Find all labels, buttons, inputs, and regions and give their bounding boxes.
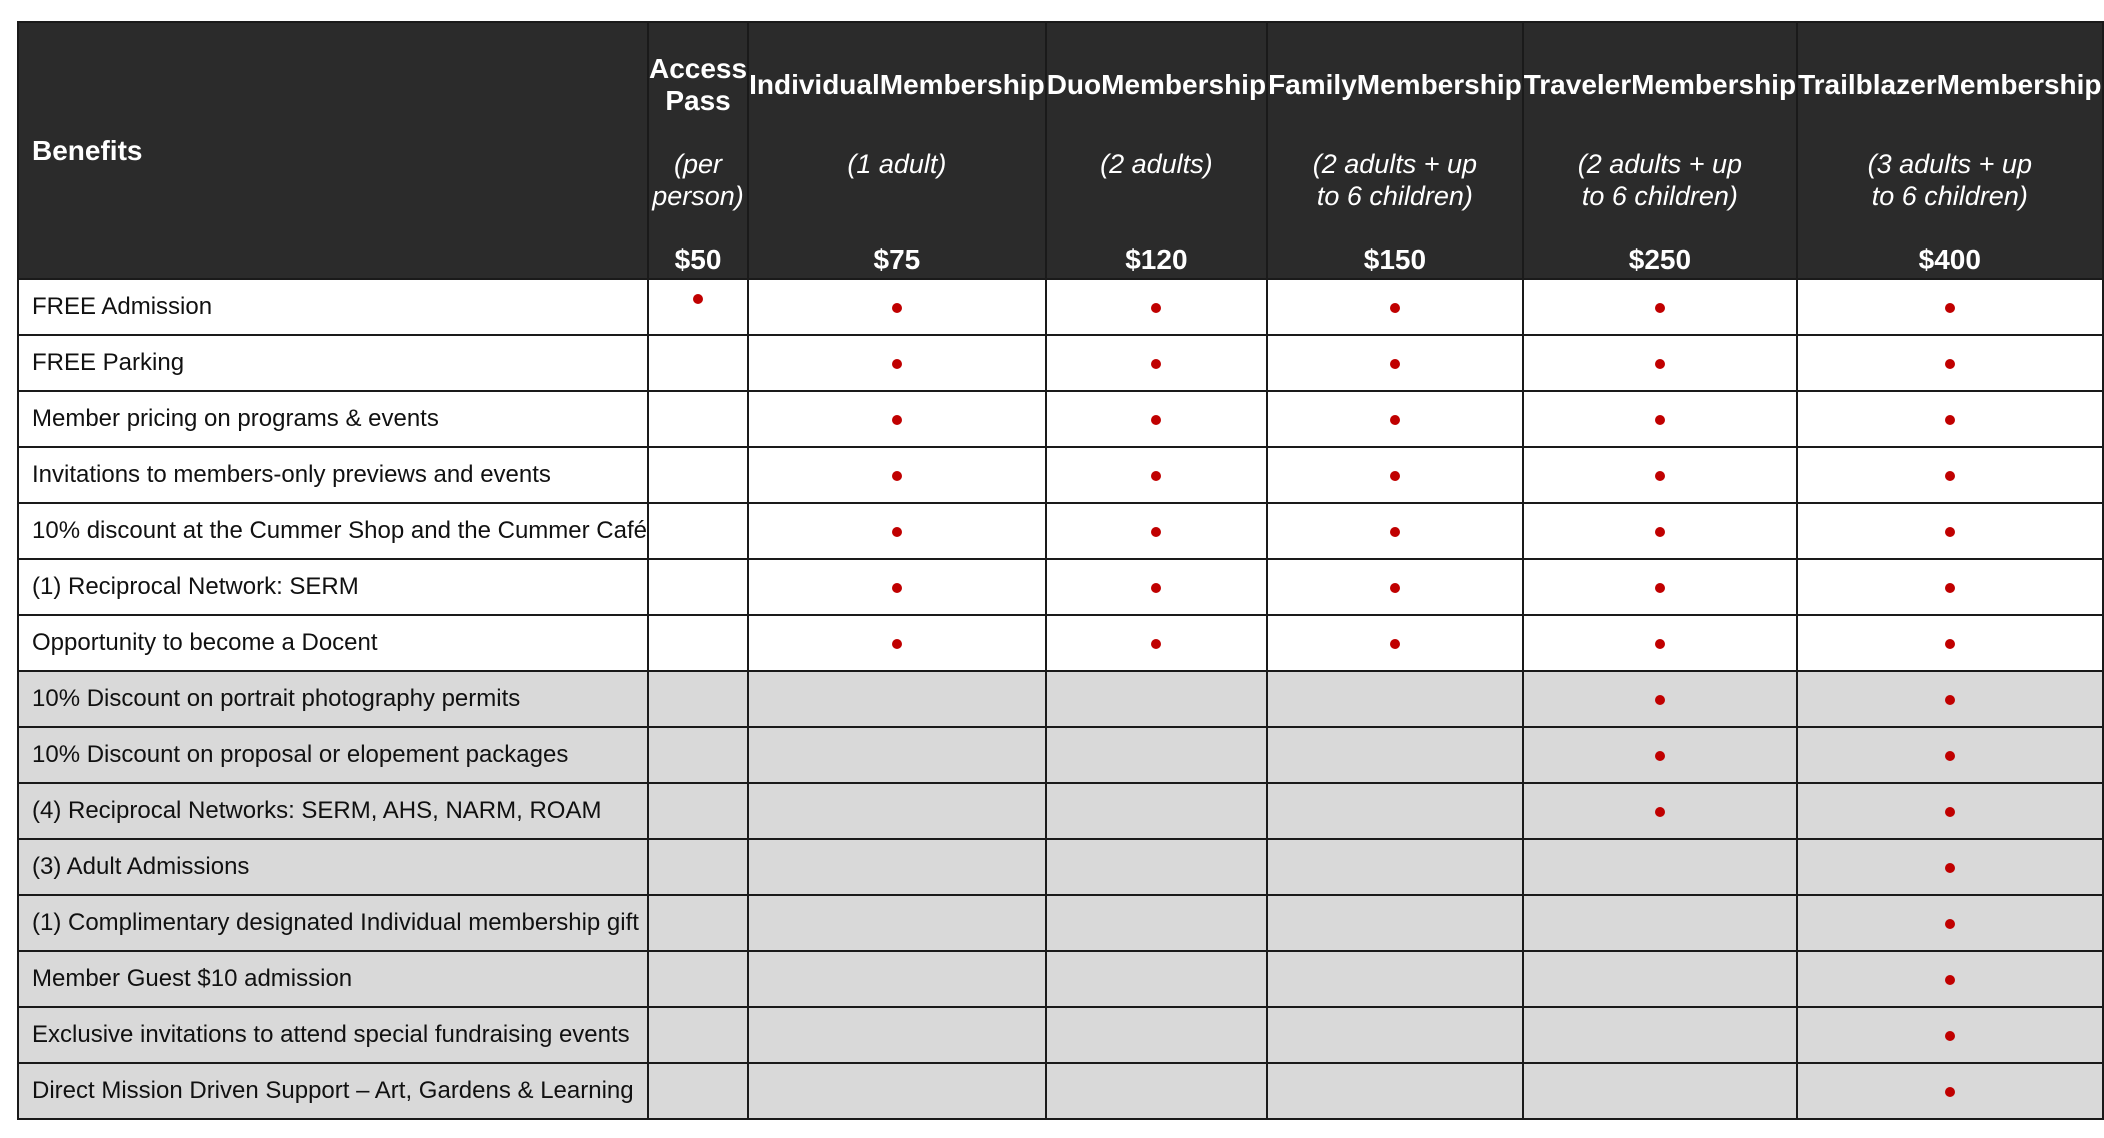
- plan-name-line: Membership: [879, 69, 1045, 100]
- table-row: [18, 503, 2103, 559]
- plan-desc-line: (1 adult): [847, 149, 947, 179]
- benefit-label: (3) Adult Admissions: [18, 839, 648, 895]
- plan-name: [1524, 53, 1796, 117]
- membership-benefits-table: [17, 21, 2104, 1120]
- included-dot-icon: [1945, 1087, 1955, 1097]
- benefit-cell: [1046, 447, 1267, 503]
- included-dot-icon: [892, 527, 902, 537]
- plan-desc-line: to 6 children): [1871, 181, 2028, 211]
- benefit-cell: [1267, 783, 1523, 839]
- plan-header-traveler: [1523, 22, 1797, 279]
- benefit-cell: [1797, 727, 2102, 783]
- benefit-cell: [1046, 951, 1267, 1007]
- plan-desc-line: to 6 children): [1316, 181, 1473, 211]
- included-dot-icon: [1390, 359, 1400, 369]
- benefit-cell: [1797, 1063, 2102, 1119]
- benefit-cell: [1267, 503, 1523, 559]
- plan-desc-line: (2 adults + up: [1312, 149, 1478, 179]
- plan-header-individual: [748, 22, 1046, 279]
- plan-name-line: Membership: [1631, 69, 1797, 100]
- included-dot-icon: [1655, 695, 1665, 705]
- benefit-cell: [1046, 335, 1267, 391]
- plan-header-family: [1267, 22, 1523, 279]
- table-row: [18, 839, 2103, 895]
- included-dot-icon: [892, 639, 902, 649]
- table-row: [18, 951, 2103, 1007]
- included-dot-icon: [1655, 359, 1665, 369]
- included-dot-icon: [1151, 415, 1161, 425]
- included-dot-icon: [1945, 695, 1955, 705]
- benefit-label: Member Guest $10 admission: [18, 951, 648, 1007]
- benefit-label: Direct Mission Driven Support – Art, Gardens & Learning: [18, 1063, 648, 1119]
- benefit-cell: [1046, 727, 1267, 783]
- included-dot-icon: [1390, 639, 1400, 649]
- benefit-cell: [1267, 951, 1523, 1007]
- plan-name-line: Duo: [1046, 69, 1102, 100]
- benefit-cell: [748, 671, 1046, 727]
- benefit-cell: [1267, 335, 1523, 391]
- plan-header-content: [1798, 23, 2101, 278]
- included-dot-icon: [1151, 639, 1161, 649]
- plan-description: [1868, 148, 2032, 212]
- benefit-cell: [648, 1007, 748, 1063]
- benefit-cell: [1523, 559, 1797, 615]
- plan-name-line: Family: [1268, 69, 1357, 100]
- plan-desc-line: (per person): [652, 149, 744, 211]
- benefit-cell: [1797, 447, 2102, 503]
- included-dot-icon: [1655, 639, 1665, 649]
- included-dot-icon: [892, 303, 902, 313]
- benefit-cell: [1523, 839, 1797, 895]
- plan-desc-line: (3 adults + up: [1867, 149, 2032, 179]
- benefit-cell: [1797, 895, 2102, 951]
- included-dot-icon: [1945, 919, 1955, 929]
- table-row: [18, 447, 2103, 503]
- plan-name-line: Membership: [1936, 69, 2102, 100]
- benefit-cell: [1267, 1007, 1523, 1063]
- table-row: [18, 335, 2103, 391]
- benefit-cell: [1267, 391, 1523, 447]
- plan-header-access-pass: [648, 22, 748, 279]
- plan-header-content: [749, 23, 1045, 278]
- plan-header-content: [1047, 23, 1266, 278]
- benefit-cell: [748, 895, 1046, 951]
- benefit-label: Invitations to members-only previews and events: [18, 447, 648, 503]
- benefit-cell: [1797, 783, 2102, 839]
- benefit-cell: [1523, 1007, 1797, 1063]
- included-dot-icon: [1151, 359, 1161, 369]
- benefit-cell: [1046, 839, 1267, 895]
- included-dot-icon: [1655, 583, 1665, 593]
- benefit-cell: [748, 1007, 1046, 1063]
- table-row: [18, 727, 2103, 783]
- benefit-cell: [648, 391, 748, 447]
- benefit-cell: [748, 559, 1046, 615]
- benefit-label: (4) Reciprocal Networks: SERM, AHS, NARM, ROAM: [18, 783, 648, 839]
- benefit-cell: [1523, 895, 1797, 951]
- benefit-cell: [748, 727, 1046, 783]
- included-dot-icon: [693, 294, 703, 304]
- header-row: [18, 22, 2103, 279]
- benefit-cell: [1267, 1063, 1523, 1119]
- included-dot-icon: [1655, 527, 1665, 537]
- plan-price: $50: [674, 244, 722, 275]
- included-dot-icon: [1945, 527, 1955, 537]
- benefit-cell: [748, 1063, 1046, 1119]
- benefit-label: Member pricing on programs & events: [18, 391, 648, 447]
- benefit-label: FREE Parking: [18, 335, 648, 391]
- plan-name-line: Traveler: [1523, 69, 1632, 100]
- plan-name: [649, 53, 747, 117]
- table-header: [18, 22, 2103, 279]
- benefit-cell: [1523, 279, 1797, 335]
- included-dot-icon: [892, 583, 902, 593]
- benefit-cell: [748, 503, 1046, 559]
- benefit-cell: [1046, 559, 1267, 615]
- benefit-cell: [1523, 671, 1797, 727]
- table-row: [18, 783, 2103, 839]
- included-dot-icon: [1945, 863, 1955, 873]
- included-dot-icon: [1945, 975, 1955, 985]
- benefit-cell: [1523, 335, 1797, 391]
- benefit-label: FREE Admission: [18, 279, 648, 335]
- included-dot-icon: [1390, 583, 1400, 593]
- table-body: [18, 279, 2103, 1119]
- plan-name-line: Individual: [749, 69, 880, 100]
- benefit-label: Exclusive invitations to attend special fundraising events: [18, 1007, 648, 1063]
- table-row: [18, 671, 2103, 727]
- plan-desc-line: (2 adults): [1100, 149, 1213, 179]
- plan-header-content: [1268, 23, 1522, 278]
- benefit-cell: [648, 1063, 748, 1119]
- benefit-cell: [748, 839, 1046, 895]
- table-row: [18, 559, 2103, 615]
- plan-description: [1100, 148, 1213, 212]
- benefit-cell: [748, 951, 1046, 1007]
- plan-name-line: Trailblazer: [1798, 69, 1937, 100]
- benefit-cell: [748, 335, 1046, 391]
- benefit-cell: [1523, 503, 1797, 559]
- plan-desc-line: (2 adults + up: [1577, 149, 1743, 179]
- included-dot-icon: [1945, 639, 1955, 649]
- benefit-cell: [1523, 783, 1797, 839]
- benefit-label: 10% discount at the Cummer Shop and the Cummer Café: [18, 503, 648, 559]
- plan-price: $250: [1628, 244, 1692, 275]
- plan-name-line: Access Pass: [648, 53, 748, 116]
- benefit-cell: [1267, 839, 1523, 895]
- benefit-cell: [648, 279, 748, 335]
- table-row: [18, 391, 2103, 447]
- benefit-cell: [1267, 895, 1523, 951]
- benefit-label: Opportunity to become a Docent: [18, 615, 648, 671]
- included-dot-icon: [1945, 751, 1955, 761]
- plan-price: $400: [1918, 244, 1981, 275]
- included-dot-icon: [892, 415, 902, 425]
- plan-description: [847, 148, 946, 212]
- benefit-cell: [1046, 615, 1267, 671]
- plan-name-line: Membership: [1356, 69, 1522, 100]
- benefit-cell: [1046, 783, 1267, 839]
- benefit-cell: [1523, 727, 1797, 783]
- benefit-cell: [1267, 671, 1523, 727]
- plan-description: [649, 148, 747, 212]
- table-row: [18, 615, 2103, 671]
- benefit-cell: [648, 503, 748, 559]
- benefit-cell: [748, 447, 1046, 503]
- table-row: [18, 895, 2103, 951]
- benefit-cell: [1797, 503, 2102, 559]
- plan-name: [1047, 53, 1266, 117]
- included-dot-icon: [1945, 583, 1955, 593]
- benefit-cell: [648, 335, 748, 391]
- plan-desc-line: to 6 children): [1581, 181, 1738, 211]
- benefit-cell: [648, 727, 748, 783]
- plan-name: [1798, 53, 2101, 117]
- benefit-cell: [1797, 839, 2102, 895]
- benefit-cell: [1797, 559, 2102, 615]
- plan-header-content: [1524, 23, 1796, 278]
- included-dot-icon: [1945, 303, 1955, 313]
- table-row: [18, 279, 2103, 335]
- included-dot-icon: [1151, 303, 1161, 313]
- plan-description: [1578, 148, 1742, 212]
- included-dot-icon: [892, 471, 902, 481]
- benefit-cell: [748, 391, 1046, 447]
- benefit-cell: [1267, 279, 1523, 335]
- plan-header-content: [649, 23, 747, 278]
- benefit-cell: [648, 559, 748, 615]
- membership-benefits-table-wrapper: [17, 21, 2104, 1120]
- benefit-cell: [1267, 727, 1523, 783]
- included-dot-icon: [1945, 471, 1955, 481]
- included-dot-icon: [1655, 807, 1665, 817]
- benefit-cell: [1046, 1063, 1267, 1119]
- benefit-cell: [1046, 391, 1267, 447]
- plan-name: [749, 53, 1045, 117]
- included-dot-icon: [1390, 303, 1400, 313]
- benefit-label: 10% Discount on proposal or elopement packages: [18, 727, 648, 783]
- included-dot-icon: [1151, 527, 1161, 537]
- benefit-cell: [1797, 671, 2102, 727]
- benefit-cell: [1797, 279, 2102, 335]
- included-dot-icon: [1151, 583, 1161, 593]
- plan-price: $75: [873, 244, 921, 275]
- benefit-cell: [1523, 391, 1797, 447]
- benefit-cell: [1523, 951, 1797, 1007]
- plan-name-line: Membership: [1101, 69, 1267, 100]
- included-dot-icon: [1390, 415, 1400, 425]
- benefit-cell: [1046, 1007, 1267, 1063]
- included-dot-icon: [1945, 359, 1955, 369]
- included-dot-icon: [1655, 751, 1665, 761]
- plan-price: $120: [1125, 244, 1188, 275]
- benefit-cell: [648, 839, 748, 895]
- benefit-cell: [1046, 279, 1267, 335]
- benefit-cell: [648, 895, 748, 951]
- benefit-cell: [1267, 447, 1523, 503]
- benefit-cell: [1267, 559, 1523, 615]
- table-row: [18, 1007, 2103, 1063]
- benefit-cell: [1046, 503, 1267, 559]
- benefit-label: (1) Complimentary designated Individual membership gift: [18, 895, 648, 951]
- included-dot-icon: [1945, 807, 1955, 817]
- table-row: [18, 1063, 2103, 1119]
- plan-header-duo: [1046, 22, 1267, 279]
- benefit-cell: [1523, 447, 1797, 503]
- benefit-label: (1) Reciprocal Network: SERM: [18, 559, 648, 615]
- benefit-cell: [1046, 671, 1267, 727]
- included-dot-icon: [1945, 415, 1955, 425]
- benefits-column-header: Benefits: [18, 22, 648, 279]
- benefit-cell: [648, 783, 748, 839]
- included-dot-icon: [1390, 527, 1400, 537]
- included-dot-icon: [1655, 471, 1665, 481]
- benefit-cell: [748, 615, 1046, 671]
- plan-price: $150: [1363, 244, 1427, 275]
- included-dot-icon: [1151, 471, 1161, 481]
- included-dot-icon: [1655, 303, 1665, 313]
- plan-header-trailblazer: [1797, 22, 2102, 279]
- benefit-cell: [648, 447, 748, 503]
- benefit-cell: [1797, 615, 2102, 671]
- benefit-label: 10% Discount on portrait photography permits: [18, 671, 648, 727]
- benefit-cell: [1523, 615, 1797, 671]
- benefit-cell: [1046, 895, 1267, 951]
- benefit-cell: [748, 783, 1046, 839]
- plan-description: [1313, 148, 1477, 212]
- benefit-cell: [1797, 335, 2102, 391]
- benefit-cell: [648, 671, 748, 727]
- benefit-cell: [648, 951, 748, 1007]
- benefit-cell: [1797, 1007, 2102, 1063]
- benefit-cell: [648, 615, 748, 671]
- benefit-cell: [1523, 1063, 1797, 1119]
- included-dot-icon: [1390, 471, 1400, 481]
- benefit-cell: [1267, 615, 1523, 671]
- plan-name: [1268, 53, 1522, 117]
- benefit-cell: [748, 279, 1046, 335]
- included-dot-icon: [1655, 415, 1665, 425]
- included-dot-icon: [892, 359, 902, 369]
- benefit-cell: [1797, 391, 2102, 447]
- benefit-cell: [1797, 951, 2102, 1007]
- included-dot-icon: [1945, 1031, 1955, 1041]
